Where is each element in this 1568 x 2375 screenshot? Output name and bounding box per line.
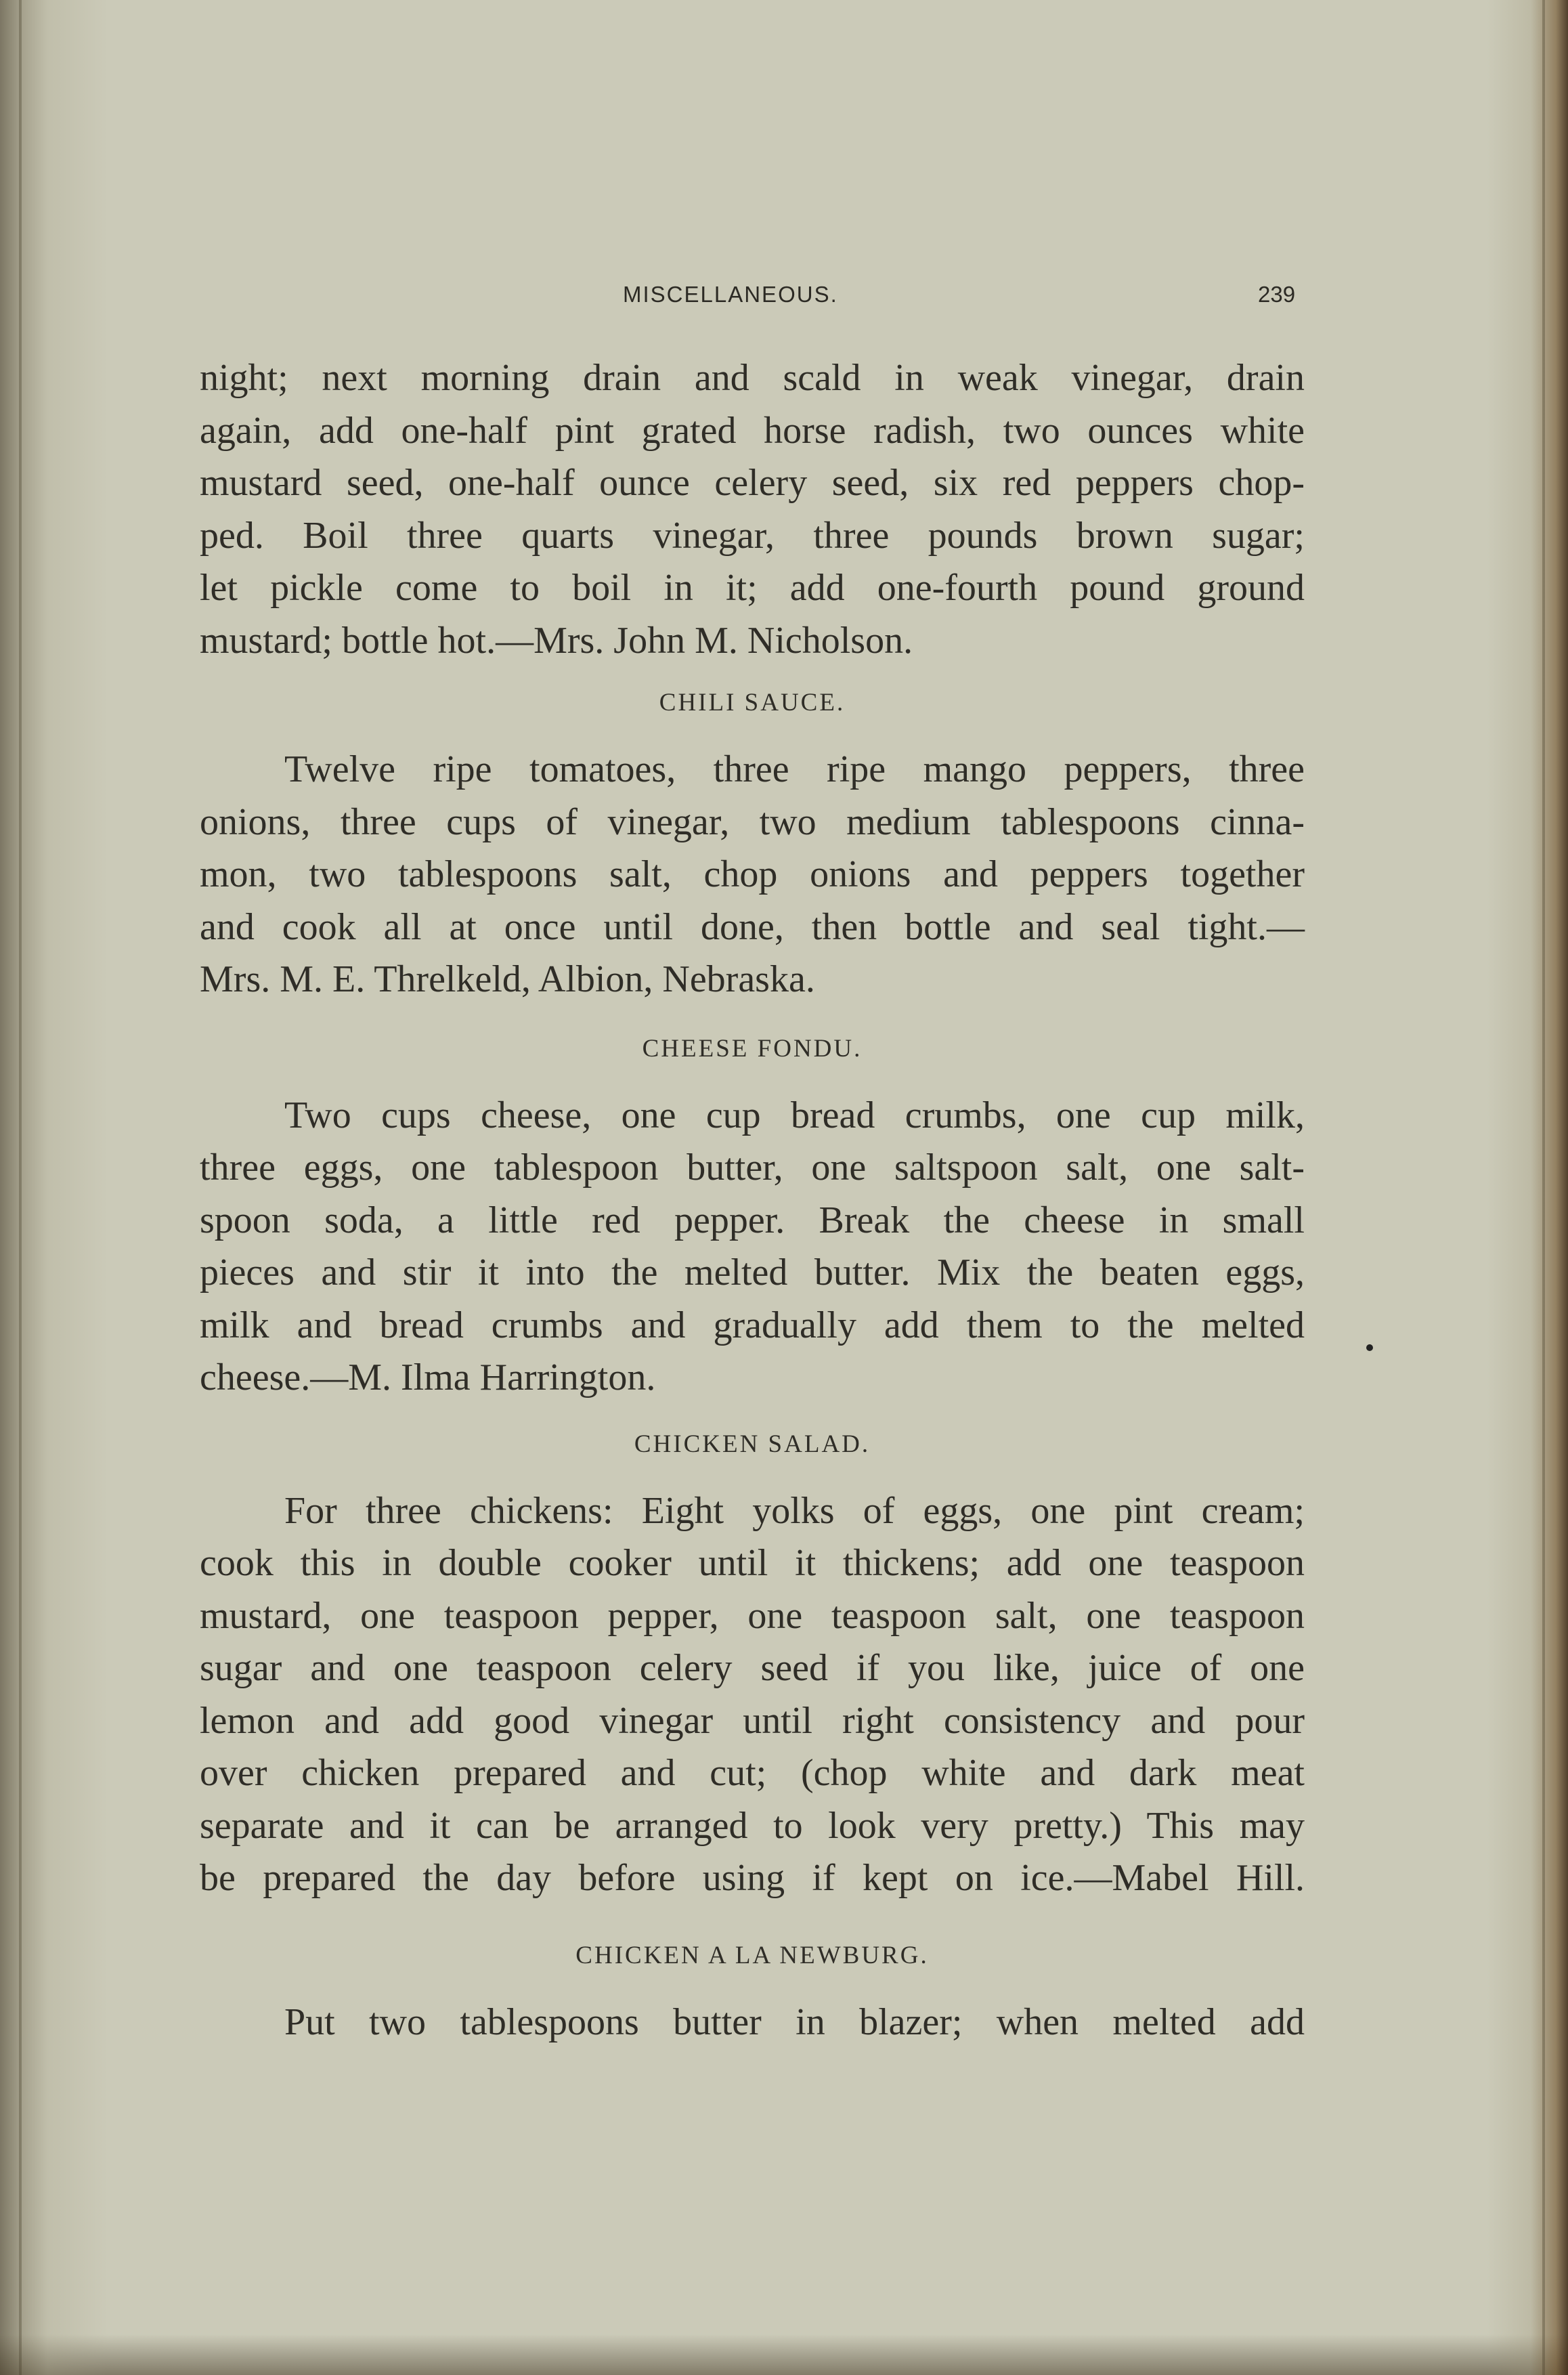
recipe-heading-chili-sauce: CHILI SAUCE.: [659, 689, 846, 716]
text-line: cook this in double cooker until it thickens; add one teaspoon: [200, 1542, 1305, 1584]
text-line: lemon and add good vinegar until right consistency and pour: [200, 1699, 1305, 1742]
text-line: mustard seed, one-half ounce celery seed, six red peppers chop-: [200, 462, 1305, 504]
text-line: milk and bread crumbs and gradually add them to the melted: [200, 1304, 1305, 1346]
text-line: onions, three cups of vinegar, two medium tablespoons cinna-: [200, 800, 1305, 843]
page-edge-shadow: [19, 0, 22, 2375]
text-line: mustard; bottle hot.—Mrs. John M. Nicholson.: [200, 619, 913, 662]
text-line: Two cups cheese, one cup bread crumbs, one cup milk,: [284, 1094, 1305, 1136]
text-line: sugar and one teaspoon celery seed if you like, juice of one: [200, 1647, 1305, 1689]
recipe-heading-cheese-fondu: CHEESE FONDU.: [642, 1034, 863, 1063]
text-line: Mrs. M. E. Threlkeld, Albion, Nebraska.: [200, 958, 815, 1000]
recipe-text-cheese-fondu: [200, 1090, 1305, 1405]
recipe-text-chili-sauce: [200, 744, 1305, 1006]
recipe-text-chicken-salad: [200, 1485, 1305, 1905]
ink-speck: [1366, 1344, 1373, 1351]
text-line: separate and it can be arranged to look very pretty.) This may: [200, 1804, 1305, 1847]
text-line: let pickle come to boil in it; add one-fourth pound ground: [200, 567, 1305, 609]
text-line: mon, two tablespoons salt, chop onions and peppers together: [200, 853, 1305, 895]
text-line: ped. Boil three quarts vinegar, three pounds brown sugar;: [200, 514, 1305, 557]
text-line: pieces and stir it into the melted butter. Mix the beaten eggs,: [200, 1251, 1305, 1293]
recipe-heading-chicken-salad: CHICKEN SALAD.: [634, 1430, 871, 1458]
page-number: 239: [1258, 282, 1296, 307]
page-body: [200, 352, 1305, 2049]
text-line: over chicken prepared and cut; (chop white and dark meat: [200, 1752, 1305, 1794]
recipe-text-chicken-a-la-newburg: [200, 1996, 1305, 2049]
text-line: and cook all at once until done, then bottle and seal tight.—: [200, 905, 1305, 948]
text-line: Twelve ripe tomatoes, three ripe mango peppers, three: [284, 748, 1305, 790]
text-line: night; next morning drain and scald in weak vinegar, drain: [200, 357, 1305, 399]
text-line: cheese.—M. Ilma Harrington.: [200, 1356, 656, 1398]
text-line: Put two tablespoons butter in blazer; when melted add: [284, 2000, 1305, 2043]
text-line: mustard, one teaspoon pepper, one teaspoon salt, one teaspoon: [200, 1594, 1305, 1637]
page-edge-shadow: [1542, 0, 1545, 2375]
running-title: MISCELLANEOUS.: [623, 282, 838, 307]
text-line: spoon soda, a little red pepper. Break the cheese in small: [200, 1199, 1305, 1241]
recipe-heading-chicken-a-la-newburg: CHICKEN A LA NEWBURG.: [575, 1941, 929, 1969]
recipe-text-continued: [200, 352, 1305, 667]
text-line: be prepared the day before using if kept on ice.—Mabel Hill.: [200, 1857, 1305, 1899]
running-head: [0, 278, 1568, 318]
text-line: again, add one-half pint grated horse radish, two ounces white: [200, 409, 1305, 452]
text-line: three eggs, one tablespoon butter, one saltspoon salt, one salt-: [200, 1147, 1305, 1189]
text-line: For three chickens: Eight yolks of eggs, one pint cream;: [284, 1489, 1305, 1532]
